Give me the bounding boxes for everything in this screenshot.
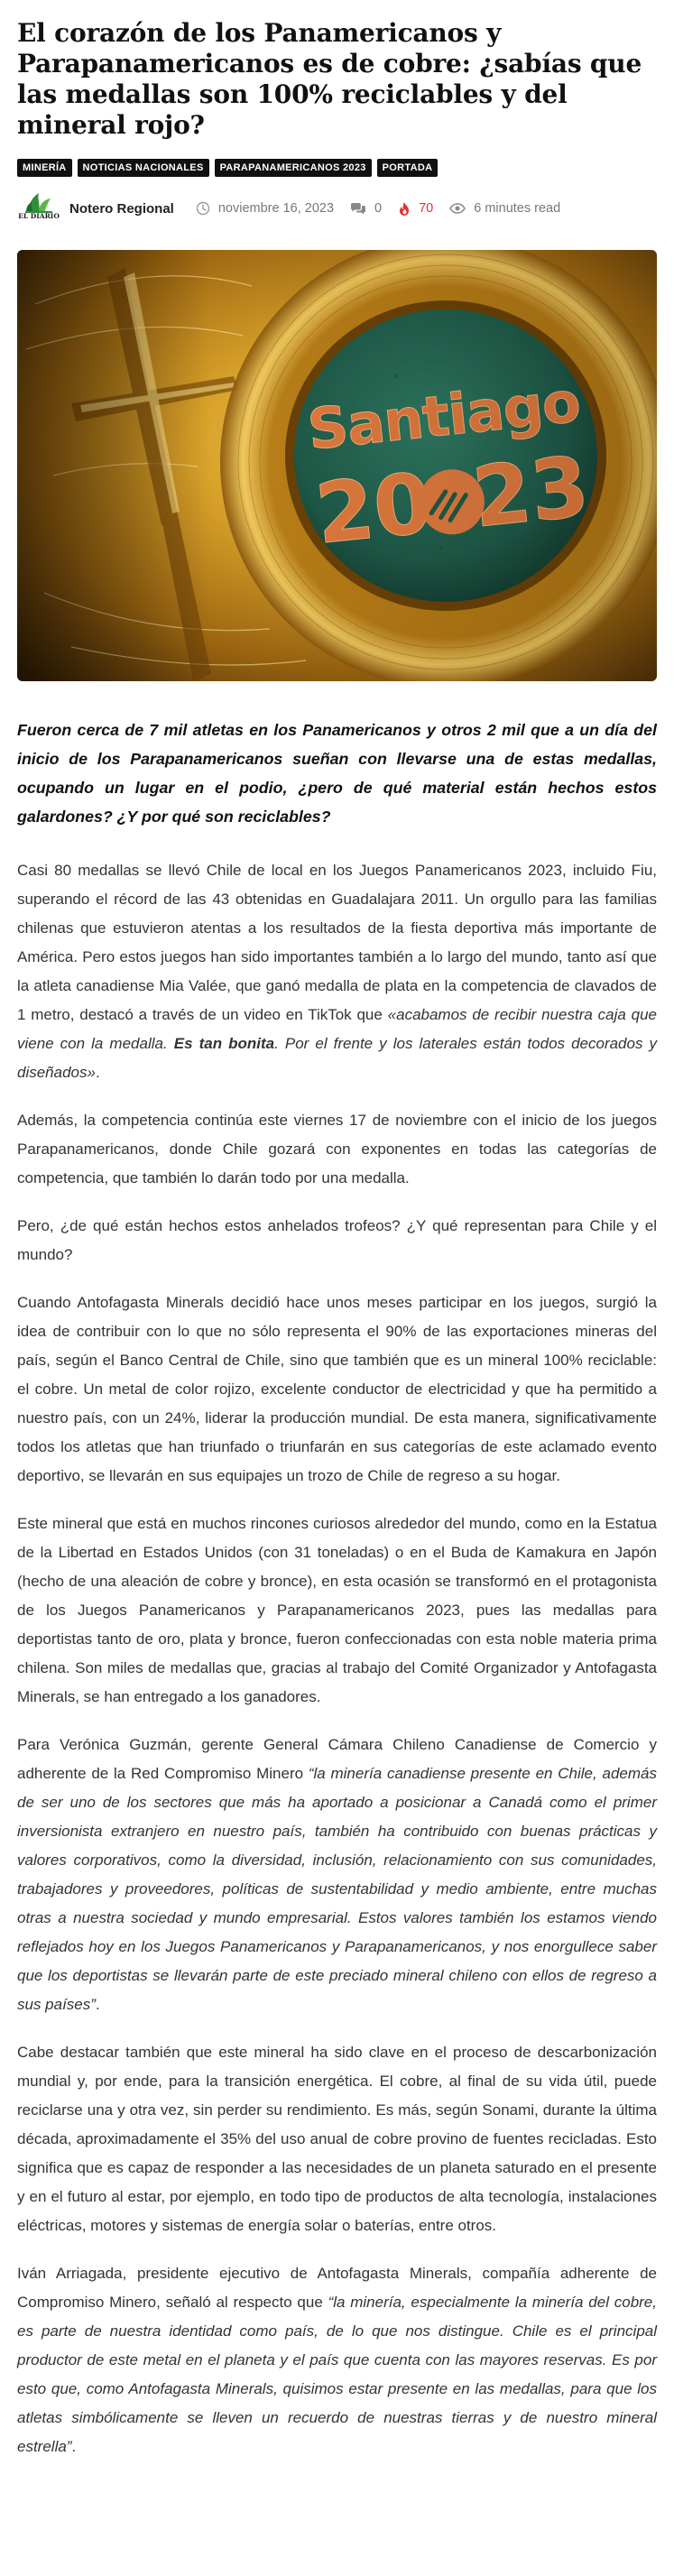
clock-icon [196, 201, 210, 216]
paragraph-6-end: . [95, 1996, 100, 2013]
paragraph-1-quote-bold: Es tan bonita [173, 1035, 275, 1052]
category-noticias-nacionales[interactable]: NOTICIAS NACIONALES [78, 159, 209, 177]
view-count: 70 [419, 201, 434, 216]
author-link[interactable]: Notero Regional [69, 200, 174, 217]
paragraph-1-quote-a: «acabamos de recibir nuestra caja que viene con la medalla. [17, 1006, 657, 1052]
paragraph-1-text: Casi 80 medallas se llevó Chile de local en los Juegos Panamericanos 2023, incluido Fiu, superando el récord de las 43 obtenidas en Guadalajara 2011. Un orgullo para las familias chilenas que estuvieron atentas a los resultados de la fiesta deportiva más importante de América. Pero estos juegos han sido importantes también a lo largo del mundo, tanto así que la atleta canadiense Mia Valée, que ganó medalla de plata en la competencia de clavados de 1 metro, destacó a través de un video en TikTok que [17, 862, 657, 1023]
fire-icon [398, 201, 411, 217]
paragraph-7: Cabe destacar también que este mineral ha sido clave en el proceso de descarbonización mundial y, por ende, para la transición energética. El cobre, al final de su vida útil, puede reciclarse una y otra vez, sin perder su rendimiento. Es más, según Sonami, durante la última década, aproximadamente el 35% del uso anual de cobre provino de fuentes recicladas. Esto significa que es capaz de responder a las necesidades de un planeta saturado en el presente y en el futuro al estar, por ejemplo, en todo tipo de productos de alta tecnología, instalaciones eléctricas, motores y sistemas de energía solar o baterías, entre otros. [17, 2044, 657, 2234]
paragraph-8-text: Iván Arriagada, presidente ejecutivo de Antofagasta Minerals, compañía adherente de Compromiso Minero, señaló al respecto que [17, 2265, 657, 2311]
logo-mark-icon [17, 190, 60, 214]
article-body [17, 716, 657, 2461]
category-list [17, 159, 657, 177]
publish-date: noviembre 16, 2023 [217, 201, 335, 216]
paragraph-6-text: Para Verónica Guzmán, gerente General Cámara Chileno Canadiense de Comercio y adherente de la Red Compromiso Minero [17, 1736, 657, 1782]
paragraph-3: Pero, ¿de qué están hechos estos anhelados trofeos? ¿Y qué representan para Chile y el mundo? [17, 1217, 657, 1263]
comments-item[interactable] [350, 201, 382, 216]
paragraph-8 [17, 2259, 657, 2461]
paragraph-1-quote-b: . Por el frente y los laterales están todos decorados y diseñados» [17, 1035, 658, 1081]
views-item [398, 201, 433, 217]
paragraph-4: Cuando Antofagasta Minerals decidió hace unos meses participar en los juegos, surgió la idea de contribuir con lo que no sólo representa el 90% de las exportaciones mineras del país, según el Banco Central de Chile, sino que también que es un mineral 100% reciclable: el cobre. Un metal de color rojizo, excelente conductor de electricidad y que ha permitido a nuestro país, con un 24%, liderar la producción mundial. De esta manera, significativamente todos los atletas que han triunfado o triunfarán en sus categorías de este aclamado evento deportivo, se llevarán en sus equipajes un trozo de Chile de regreso a su hogar. [17, 1294, 657, 1484]
article-title: El corazón de los Panamericanos y Parapanamericanos es de cobre: ¿sabías que las medallas son 100% reciclables y del mineral rojo? [17, 18, 642, 140]
paragraph-6 [17, 1731, 657, 2019]
category-mineria[interactable]: MINERÍA [17, 159, 72, 177]
comment-count: 0 [374, 201, 383, 216]
paragraph-8-quote: “la minería, especialmente la minería del cobre, es parte de nuestra identidad como país, de lo que nos distingue. Chile es el principal productor de este metal en el planeta y el país que cuenta con las mayores reservas. Es por esto que, como Antofagasta Minerals, quisimos estar presente en las medallas, para que los atletas simbólicamente se lleven un recuerdo de nuestras tierras y de nuestro mineral estrella” [17, 2294, 657, 2455]
category-portada[interactable]: PORTADA [377, 159, 439, 177]
eye-icon [449, 203, 466, 214]
paragraph-6-quote: “la minería canadiense presente en Chile, además de ser uno de los sectores que más ha aportado a posicionar a Canadá como el primer inversionista extranjero en nuestro país, también ha contribuido con buenas prácticas y valores corporativos, como la diversidad, inclusión, relacionamiento con sus comunidades, trabajadores y proveedores, políticas de sustentabilidad y medio ambiente, entre muchas otras a nuestra sociedad y mundo empresarial. Estos valores también los estamos viendo reflejados hoy en los Juegos Panamericanos y Parapanamericanos, y nos enorgullece saber que los deportistas se llevarán parte de este preciado mineral chileno con ellos de regreso a sus países” [17, 1765, 657, 2013]
paragraph-1 [17, 856, 657, 1087]
comments-icon [350, 202, 366, 216]
medal-photo [17, 250, 657, 681]
article-meta [17, 190, 657, 226]
paragraph-8-end: . [71, 2438, 77, 2455]
logo-text: EL DIARIO [18, 212, 60, 220]
hero-image [17, 250, 657, 681]
read-time: 6 minutes read [474, 201, 561, 216]
site-logo[interactable] [17, 190, 60, 226]
category-parapanamericanos[interactable]: PARAPANAMERICANOS 2023 [215, 159, 372, 177]
paragraph-1-end: . [95, 1064, 100, 1081]
paragraph-2: Además, la competencia continúa este viernes 17 de noviembre con el inicio de los juegos Parapanamericanos, donde Chile gozará con exponentes en todas las categorías de competencia, que también lo darán todo por una medalla. [17, 1112, 657, 1186]
paragraph-5: Este mineral que está en muchos rincones curiosos alrededor del mundo, como en la Estatua de la Libertad en Estados Unidos (con 31 toneladas) o en el Buda de Kamakura en Japón (hecho de una aleación de cobre y bronce), en esta ocasión se transformó en el protagonista de los Juegos Panamericanos y Parapanamericanos 2023, pues las medallas para deportistas tanto de oro, plata y bronce, fueron confeccionadas con esta noble materia prima chilena. Son miles de medallas que, gracias al trabajo del Comité Organizador y Antofagasta Minerals, se han entregado a los ganadores. [17, 1515, 657, 1705]
read-time-item [449, 201, 560, 216]
article-lead: Fueron cerca de 7 mil atletas en los Panamericanos y otros 2 mil que a un día del inicio de los Parapanamericanos sueñan con llevarse una de estas medallas, ocupando un lugar en el podio, ¿pero de qué material están hechos estos galardones? ¿Y por qué son reciclables? [17, 721, 657, 826]
date-item [196, 201, 334, 216]
